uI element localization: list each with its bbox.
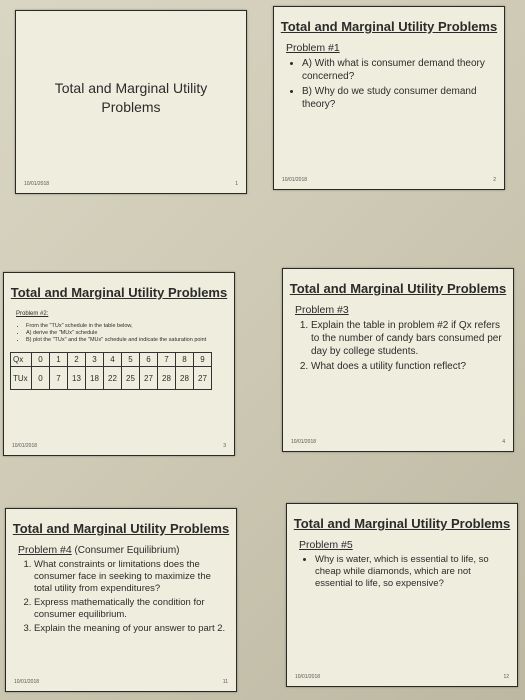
table-cell: 6 bbox=[140, 353, 158, 367]
slide-footer bbox=[282, 177, 496, 183]
slide-footer bbox=[24, 181, 238, 187]
slide-title: Total and Marginal Utility Problems bbox=[289, 281, 507, 296]
slide-footer bbox=[12, 443, 226, 449]
list-item: 1. Explain the table in problem #2 if Qx refers to the number of candy bars consumed per day by college students. bbox=[311, 319, 503, 358]
bullet-list bbox=[299, 554, 507, 590]
slide-title: Total and Marginal Utility Problems bbox=[10, 285, 228, 300]
slide-number: 4 bbox=[502, 439, 505, 445]
table-cell: 2 bbox=[68, 353, 86, 367]
slide-title: Total and Marginal Utility Problems bbox=[293, 516, 511, 531]
table-cell: 18 bbox=[86, 367, 104, 390]
problem-heading: Problem #4 bbox=[18, 544, 72, 556]
slide-5 bbox=[5, 508, 237, 692]
list-item: 2. What does a utility function reflect? bbox=[311, 360, 503, 373]
table-cell: 3 bbox=[86, 353, 104, 367]
table-cell: 4 bbox=[104, 353, 122, 367]
table-cell: 25 bbox=[122, 367, 140, 390]
list-item: 2. Express mathematically the condition for consumer equilibrium. bbox=[34, 597, 226, 621]
slide-title: Total and Marginal Utility Problems bbox=[12, 521, 230, 536]
table-cell: 28 bbox=[158, 367, 176, 390]
problem-subtitle: (Consumer Equilibrium) bbox=[71, 545, 180, 556]
problem-heading: Problem #1 bbox=[286, 42, 340, 54]
slide-title: Total and Marginal Utility Problems bbox=[280, 19, 498, 34]
problem-heading: Problem #2: bbox=[16, 311, 49, 317]
list-item: 1. What constraints or limitations does the consumer face in seeking to maximize the total utility from expenditures? bbox=[34, 559, 226, 595]
table-cell: 13 bbox=[68, 367, 86, 390]
slide-footer bbox=[14, 679, 228, 685]
problem-line bbox=[18, 544, 226, 557]
numbered-list bbox=[18, 559, 226, 635]
list-item: • From the "TUx" schedule in the table below, bbox=[26, 323, 224, 330]
list-item: 3. Explain the meaning of your answer to part 2. bbox=[34, 623, 226, 635]
slide-date: 10/01/2018 bbox=[12, 443, 38, 449]
slide-number: 1 bbox=[235, 181, 238, 187]
table-cell: 27 bbox=[140, 367, 158, 390]
table-cell: 28 bbox=[176, 367, 194, 390]
slide-body bbox=[4, 300, 234, 344]
table-cell: Qx bbox=[11, 353, 32, 367]
slide-footer bbox=[295, 674, 509, 680]
table-cell: 0 bbox=[32, 353, 50, 367]
slide-body bbox=[6, 536, 236, 635]
list-item: • Why is water, which is essential to life, so cheap while diamonds, which are not essential to life, so expensive? bbox=[315, 554, 507, 590]
table-cell: 1 bbox=[50, 353, 68, 367]
table-cell: 27 bbox=[194, 367, 212, 390]
slide-4 bbox=[282, 268, 514, 452]
slide-date: 10/01/2018 bbox=[14, 679, 40, 685]
slide-body bbox=[287, 531, 517, 590]
table-row bbox=[11, 367, 212, 390]
slide-title: Total and Marginal Utility Problems bbox=[54, 80, 208, 115]
slide-footer bbox=[291, 439, 505, 445]
slide-number: 12 bbox=[503, 674, 509, 680]
slide-number: 2 bbox=[493, 177, 496, 183]
list-item: • B) Why do we study consumer demand theory? bbox=[302, 85, 494, 111]
slide-date: 10/01/2018 bbox=[24, 181, 50, 187]
bullet-list bbox=[286, 57, 494, 111]
slide-body bbox=[274, 34, 504, 111]
table-cell: TUx bbox=[11, 367, 32, 390]
utility-table bbox=[10, 352, 212, 390]
slide-3 bbox=[3, 272, 235, 456]
table-cell: 5 bbox=[122, 353, 140, 367]
slide-date: 10/01/2018 bbox=[295, 674, 321, 680]
list-item: • B) plot the "TUx" and the "MUx" schedule and indicate the saturation point bbox=[26, 337, 224, 344]
bullet-list bbox=[16, 323, 224, 344]
table-cell: 8 bbox=[176, 353, 194, 367]
slide-number: 11 bbox=[222, 679, 228, 685]
numbered-list bbox=[295, 319, 503, 373]
slide-2 bbox=[273, 6, 505, 190]
slide-6 bbox=[286, 503, 518, 687]
slide-date: 10/01/2018 bbox=[291, 439, 317, 445]
list-item: • A) With what is consumer demand theory concerned? bbox=[302, 57, 494, 83]
slide-number: 3 bbox=[223, 443, 226, 449]
table-cell: 7 bbox=[50, 367, 68, 390]
table-cell: 22 bbox=[104, 367, 122, 390]
table-cell: 9 bbox=[194, 353, 212, 367]
list-item: • A) derive the "MUx" schedule bbox=[26, 330, 224, 337]
slide-1 bbox=[15, 10, 247, 194]
table-cell: 0 bbox=[32, 367, 50, 390]
table-cell: 7 bbox=[158, 353, 176, 367]
slide-date: 10/01/2018 bbox=[282, 177, 308, 183]
problem-heading: Problem #3 bbox=[295, 304, 349, 316]
slide-body bbox=[283, 296, 513, 373]
problem-heading: Problem #5 bbox=[299, 539, 353, 551]
table-row bbox=[11, 353, 212, 367]
